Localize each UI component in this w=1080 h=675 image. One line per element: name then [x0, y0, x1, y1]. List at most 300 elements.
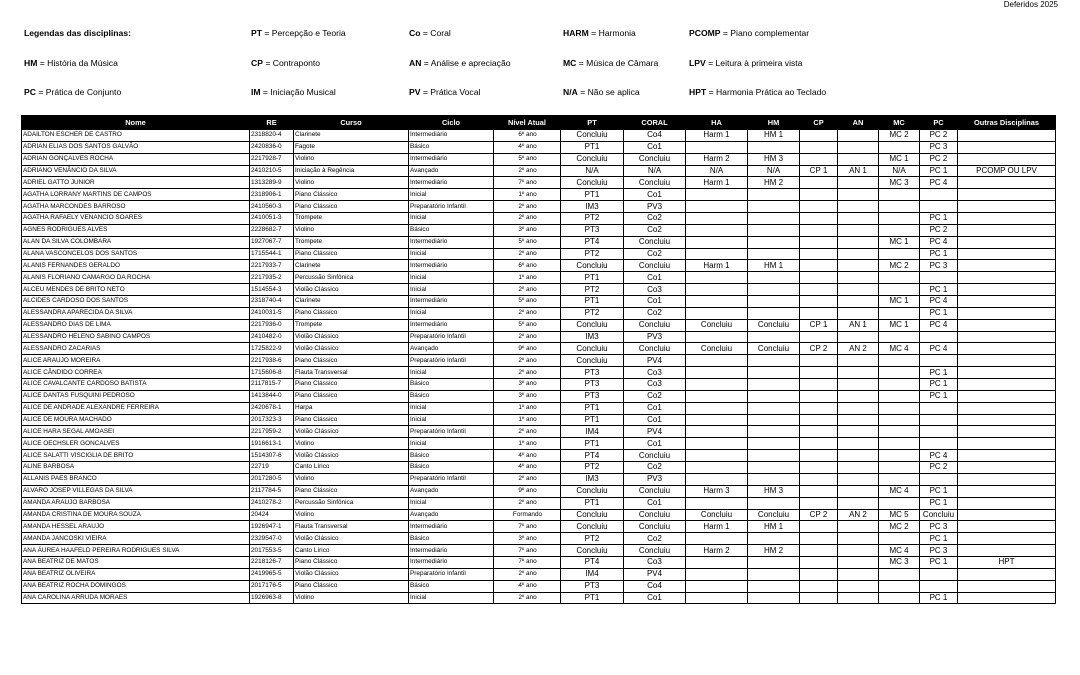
- table-cell: [800, 355, 838, 367]
- table-cell: Concluiu: [624, 485, 686, 497]
- table-cell: [748, 367, 800, 379]
- legend-item: [563, 87, 640, 97]
- table-cell: Formando: [494, 509, 561, 521]
- table-cell: 5º ano: [494, 296, 561, 308]
- table-cell: [920, 473, 958, 485]
- table-cell: PT2: [561, 213, 624, 225]
- table-cell: Violino: [294, 224, 409, 236]
- table-cell: [920, 580, 958, 592]
- table-cell: Harm 1: [686, 130, 748, 142]
- table-cell: MC 3: [879, 556, 920, 568]
- column-header: MC: [879, 116, 920, 130]
- table-cell: MC 4: [879, 485, 920, 497]
- table-cell: Violino: [294, 153, 409, 165]
- table-cell: 2217933-7: [250, 260, 294, 272]
- table-cell: CP 2: [800, 343, 838, 355]
- table-cell: [879, 189, 920, 201]
- table-cell: [958, 521, 1056, 533]
- legend-item: [689, 28, 809, 38]
- table-cell: [800, 580, 838, 592]
- table-cell: Violão Clássico: [294, 426, 409, 438]
- table-cell: [838, 426, 879, 438]
- table-cell: PC 1: [920, 213, 958, 225]
- table-cell: PC 4: [920, 177, 958, 189]
- table-cell: [958, 248, 1056, 260]
- table-cell: PC 1: [920, 367, 958, 379]
- table-cell: [748, 307, 800, 319]
- table-cell: [879, 402, 920, 414]
- table-cell: [879, 580, 920, 592]
- table-cell: [686, 224, 748, 236]
- column-header: Ciclo: [409, 116, 494, 130]
- table-cell: 2410051-3: [250, 213, 294, 225]
- table-cell: PV3: [624, 473, 686, 485]
- table-cell: N/A: [624, 165, 686, 177]
- table-cell: [748, 189, 800, 201]
- legend-key: PCOMP: [689, 28, 721, 38]
- column-header: AN: [838, 116, 879, 130]
- table-cell: IM3: [561, 473, 624, 485]
- table-cell: Harm 2: [686, 545, 748, 557]
- column-header: Outras Disciplinas: [958, 116, 1056, 130]
- table-cell: PC 1: [920, 390, 958, 402]
- table-cell: [838, 201, 879, 213]
- table-cell: Violino: [294, 592, 409, 604]
- table-cell: [838, 497, 879, 509]
- table-cell: Intermediário: [409, 296, 494, 308]
- table-row: [22, 213, 1056, 225]
- table-cell: [958, 367, 1056, 379]
- legend-key: HM: [24, 57, 38, 68]
- table-cell: 5º ano: [494, 153, 561, 165]
- table-cell: Trompete: [294, 236, 409, 248]
- table-cell: PT3: [561, 390, 624, 402]
- table-cell: CP 2: [800, 509, 838, 521]
- table-cell: AMANDA CRISTINA DE MOURA SOUZA: [22, 509, 250, 521]
- table-cell: 22719: [250, 462, 294, 474]
- table-cell: PT2: [561, 533, 624, 545]
- table-row: [22, 592, 1056, 604]
- table-cell: [838, 224, 879, 236]
- table-cell: [800, 224, 838, 236]
- column-header: CP: [800, 116, 838, 130]
- table-cell: Co1: [624, 592, 686, 604]
- table-cell: 4º ano: [494, 141, 561, 153]
- table-cell: ANA CAROLINA ARRUDA MORAES: [22, 592, 250, 604]
- table-cell: [838, 367, 879, 379]
- table-cell: 2420836-0: [250, 141, 294, 153]
- table-cell: [920, 438, 958, 450]
- table-cell: 1715606-8: [250, 367, 294, 379]
- legend-value: = História da Música: [37, 57, 118, 68]
- table-cell: Piano Clássico: [294, 201, 409, 213]
- table-cell: 2º ano: [494, 473, 561, 485]
- table-cell: Concluiu: [686, 319, 748, 331]
- table-cell: Violão Clássico: [294, 450, 409, 462]
- table-cell: [748, 390, 800, 402]
- table-row: [22, 224, 1056, 236]
- table-cell: [748, 533, 800, 545]
- table-cell: Harpa: [294, 402, 409, 414]
- table-row: [22, 509, 1056, 521]
- table-cell: 2217959-2: [250, 426, 294, 438]
- table-cell: [838, 485, 879, 497]
- table-cell: PT1: [561, 438, 624, 450]
- table-cell: Violino: [294, 473, 409, 485]
- table-cell: 7º ano: [494, 521, 561, 533]
- table-cell: PC 1: [920, 307, 958, 319]
- table-cell: [920, 331, 958, 343]
- table-cell: [800, 307, 838, 319]
- table-cell: Concluiu: [624, 236, 686, 248]
- table-cell: [958, 189, 1056, 201]
- table-cell: [686, 568, 748, 580]
- table-cell: [686, 272, 748, 284]
- table-cell: [958, 497, 1056, 509]
- table-cell: PT2: [561, 284, 624, 296]
- table-cell: 2410210-5: [250, 165, 294, 177]
- table-cell: [748, 426, 800, 438]
- table-cell: Avançado: [409, 509, 494, 521]
- column-header: HA: [686, 116, 748, 130]
- table-cell: 2º ano: [494, 201, 561, 213]
- table-cell: Percussão Sinfônica: [294, 497, 409, 509]
- table-cell: Violão Clássico: [294, 343, 409, 355]
- table-cell: 2º ano: [494, 497, 561, 509]
- table-cell: [686, 497, 748, 509]
- table-cell: [958, 473, 1056, 485]
- table-cell: ALVARO JOSEP VILLEGAS DA SILVA: [22, 485, 250, 497]
- table-cell: [838, 450, 879, 462]
- table-cell: [800, 556, 838, 568]
- table-cell: 2º ano: [494, 307, 561, 319]
- table-cell: [958, 272, 1056, 284]
- table-cell: Intermediário: [409, 236, 494, 248]
- table-cell: [879, 367, 920, 379]
- table-cell: [920, 426, 958, 438]
- table-row: [22, 438, 1056, 450]
- legend-value: = Piano complementar: [720, 28, 810, 38]
- table-cell: [958, 260, 1056, 272]
- table-cell: [838, 568, 879, 580]
- table-cell: [748, 284, 800, 296]
- table-cell: [686, 213, 748, 225]
- table-cell: 3º ano: [494, 379, 561, 391]
- table-cell: [879, 438, 920, 450]
- column-header: PC: [920, 116, 958, 130]
- table-cell: Inicial: [409, 438, 494, 450]
- table-cell: [800, 462, 838, 474]
- table-cell: AGATHA MARCONDES BARROSO: [22, 201, 250, 213]
- table-cell: ANA BEATRIZ DE MATOS: [22, 556, 250, 568]
- table-cell: 2420678-1: [250, 402, 294, 414]
- table-cell: ALCEU MENDES DE BRITO NETO: [22, 284, 250, 296]
- table-cell: Básico: [409, 462, 494, 474]
- table-cell: [879, 284, 920, 296]
- table-cell: Percussão Sinfônica: [294, 272, 409, 284]
- table-cell: 1º ano: [494, 414, 561, 426]
- legend-key: IM: [251, 87, 261, 97]
- table-cell: PC 4: [920, 319, 958, 331]
- table-cell: [838, 438, 879, 450]
- table-cell: [800, 331, 838, 343]
- table-cell: 7º ano: [494, 545, 561, 557]
- table-cell: Intermediário: [409, 153, 494, 165]
- table-cell: [686, 296, 748, 308]
- table-cell: 6º ano: [494, 260, 561, 272]
- table-cell: ADRIAN GONÇALVES ROCHA: [22, 153, 250, 165]
- table-cell: Co4: [624, 130, 686, 142]
- table-cell: [800, 568, 838, 580]
- legend-value: = Contraponto: [262, 57, 321, 68]
- table-cell: Inicial: [409, 402, 494, 414]
- table-cell: Concluiu: [748, 343, 800, 355]
- table-cell: MC 5: [879, 509, 920, 521]
- table-cell: 3º ano: [494, 533, 561, 545]
- table-cell: 1926947-1: [250, 521, 294, 533]
- legend-value: = Não se aplica: [577, 87, 640, 97]
- table-cell: IM3: [561, 201, 624, 213]
- table-cell: ALESSANDRA APARECIDA DA SILVA: [22, 307, 250, 319]
- table-cell: [748, 438, 800, 450]
- table-cell: [686, 402, 748, 414]
- table-cell: ALICE ARAUJO MOREIRA: [22, 355, 250, 367]
- table-cell: [838, 153, 879, 165]
- table-cell: 2217928-7: [250, 153, 294, 165]
- table-cell: 2217935-2: [250, 272, 294, 284]
- table-cell: Harm 1: [686, 521, 748, 533]
- table-cell: Trompete: [294, 213, 409, 225]
- table-cell: [838, 592, 879, 604]
- legend-value: = Harmonia Prática ao Teclado: [706, 87, 827, 97]
- table-cell: 1715544-1: [250, 248, 294, 260]
- table-cell: Concluiu: [624, 545, 686, 557]
- table-cell: PV4: [624, 355, 686, 367]
- column-header: CORAL: [624, 116, 686, 130]
- table-cell: AMANDA JANCOSKI VIEIRA: [22, 533, 250, 545]
- table-row: [22, 331, 1056, 343]
- table-cell: Concluiu: [748, 509, 800, 521]
- table-cell: ANA BEATRIZ OLIVEIRA: [22, 568, 250, 580]
- table-cell: N/A: [561, 165, 624, 177]
- table-cell: 2218126-7: [250, 556, 294, 568]
- table-cell: Harm 1: [686, 177, 748, 189]
- table-cell: PT2: [561, 307, 624, 319]
- table-cell: ALANA VASCONCELOS DOS SANTOS: [22, 248, 250, 260]
- table-cell: [958, 462, 1056, 474]
- table-cell: PT3: [561, 580, 624, 592]
- table-cell: 2410560-3: [250, 201, 294, 213]
- table-cell: Violão Clássico: [294, 284, 409, 296]
- table-cell: [686, 580, 748, 592]
- table-cell: Inicial: [409, 272, 494, 284]
- legend-value: = Prática Vocal: [420, 87, 481, 97]
- table-cell: PT4: [561, 450, 624, 462]
- table-cell: Concluiu: [561, 177, 624, 189]
- table-cell: 2017280-5: [250, 473, 294, 485]
- table-cell: Intermediário: [409, 260, 494, 272]
- table-cell: PC 3: [920, 521, 958, 533]
- table-cell: 2017176-5: [250, 580, 294, 592]
- table-cell: [958, 153, 1056, 165]
- table-cell: PT1: [561, 189, 624, 201]
- table-cell: [879, 248, 920, 260]
- table-cell: ALANIS FLORIANO CAMARGO DA ROCHA: [22, 272, 250, 284]
- table-cell: PT1: [561, 497, 624, 509]
- table-cell: Piano Clássico: [294, 248, 409, 260]
- table-cell: [800, 272, 838, 284]
- table-cell: Intermediário: [409, 177, 494, 189]
- table-cell: [748, 450, 800, 462]
- table-cell: HM 1: [748, 521, 800, 533]
- table-cell: PT1: [561, 141, 624, 153]
- legend-item: [409, 28, 451, 38]
- table-cell: ADRIAN ELIAS DOS SANTOS GALVÃO: [22, 141, 250, 153]
- table-cell: Fagote: [294, 141, 409, 153]
- table-row: [22, 367, 1056, 379]
- table-cell: [686, 201, 748, 213]
- table-cell: ADAILTON ESCHER DE CASTRO: [22, 130, 250, 142]
- table-cell: MC 1: [879, 153, 920, 165]
- table-cell: 3º ano: [494, 390, 561, 402]
- table-cell: ANA BEATRIZ ROCHA DOMINGOS: [22, 580, 250, 592]
- table-cell: [800, 296, 838, 308]
- legend-key: PC: [24, 87, 36, 97]
- table-cell: Violino: [294, 509, 409, 521]
- table-row: [22, 485, 1056, 497]
- legend-item: [24, 58, 118, 68]
- table-cell: [800, 248, 838, 260]
- table-cell: [879, 141, 920, 153]
- table-cell: 2º ano: [494, 426, 561, 438]
- table-cell: [879, 331, 920, 343]
- table-cell: Básico: [409, 224, 494, 236]
- table-cell: [686, 533, 748, 545]
- table-cell: PC 2: [920, 153, 958, 165]
- legend-value: = Percepção e Teoria: [261, 28, 346, 38]
- table-cell: [748, 201, 800, 213]
- table-cell: Inicial: [409, 248, 494, 260]
- table-row: [22, 284, 1056, 296]
- table-cell: [800, 450, 838, 462]
- table-cell: Co3: [624, 379, 686, 391]
- table-cell: 4º ano: [494, 580, 561, 592]
- legend: [24, 28, 1064, 117]
- table-row: [22, 402, 1056, 414]
- table-cell: [920, 402, 958, 414]
- table-cell: PC 4: [920, 450, 958, 462]
- table-cell: [686, 592, 748, 604]
- table-cell: 2228682-7: [250, 224, 294, 236]
- table-cell: [879, 414, 920, 426]
- table-cell: [838, 130, 879, 142]
- table-cell: HM 3: [748, 485, 800, 497]
- table-row: [22, 248, 1056, 260]
- table-cell: [748, 213, 800, 225]
- table-cell: [838, 390, 879, 402]
- table-cell: Concluiu: [561, 355, 624, 367]
- table-cell: Concluiu: [561, 343, 624, 355]
- table-cell: Clarinete: [294, 130, 409, 142]
- table-cell: [838, 177, 879, 189]
- table-cell: [958, 213, 1056, 225]
- table-cell: [958, 580, 1056, 592]
- table-row: [22, 201, 1056, 213]
- table-cell: Co2: [624, 307, 686, 319]
- table-cell: ALESSANDRO DIAS DE LIMA: [22, 319, 250, 331]
- table-cell: Concluiu: [561, 485, 624, 497]
- table-cell: 2318740-4: [250, 296, 294, 308]
- table-cell: PC 1: [920, 379, 958, 391]
- table-cell: 5º ano: [494, 319, 561, 331]
- table-cell: [800, 533, 838, 545]
- table-cell: [748, 141, 800, 153]
- table-cell: [748, 331, 800, 343]
- table-cell: 4º ano: [494, 450, 561, 462]
- table-row: [22, 355, 1056, 367]
- legend-row: [24, 28, 1064, 58]
- table-cell: [958, 307, 1056, 319]
- table-cell: [879, 497, 920, 509]
- table-cell: [958, 130, 1056, 142]
- table-cell: Co1: [624, 141, 686, 153]
- table-cell: MC 3: [879, 177, 920, 189]
- table-cell: [838, 533, 879, 545]
- table-cell: PT1: [561, 402, 624, 414]
- table-cell: HM 1: [748, 260, 800, 272]
- column-header: RE: [250, 116, 294, 130]
- legend-value: = Iniciação Musical: [260, 87, 336, 97]
- table-cell: Concluiu: [624, 319, 686, 331]
- table-cell: 2318820-4: [250, 130, 294, 142]
- table-cell: PC 2: [920, 130, 958, 142]
- table-cell: PC 1: [920, 284, 958, 296]
- table-row: [22, 272, 1056, 284]
- table-cell: [838, 462, 879, 474]
- table-cell: PC 2: [920, 462, 958, 474]
- table-cell: Concluiu: [686, 509, 748, 521]
- table-cell: PV3: [624, 201, 686, 213]
- table-cell: 1514554-3: [250, 284, 294, 296]
- table-cell: Avançado: [409, 165, 494, 177]
- column-header: Curso: [294, 116, 409, 130]
- table-cell: [958, 485, 1056, 497]
- legend-key: MC: [563, 57, 577, 68]
- table-row: [22, 580, 1056, 592]
- table-cell: PT4: [561, 236, 624, 248]
- legend-title: Legendas das disciplinas:: [24, 28, 131, 38]
- table-cell: Co2: [624, 213, 686, 225]
- table-cell: Preparatório Infantil: [409, 201, 494, 213]
- table-cell: [800, 390, 838, 402]
- column-header: Nome: [22, 116, 250, 130]
- table-cell: [800, 189, 838, 201]
- table-cell: Piano Clássico: [294, 580, 409, 592]
- table-cell: [800, 236, 838, 248]
- table-cell: Concluiu: [624, 153, 686, 165]
- legend-item: [409, 87, 480, 97]
- table-cell: [958, 438, 1056, 450]
- table-cell: [686, 414, 748, 426]
- table-cell: HM 3: [748, 153, 800, 165]
- table-cell: PT2: [561, 462, 624, 474]
- table-cell: [748, 355, 800, 367]
- table-cell: Co2: [624, 462, 686, 474]
- table-cell: Piano Clássico: [294, 355, 409, 367]
- table-cell: [838, 213, 879, 225]
- table-cell: ALESSANDRO ZACARIAS: [22, 343, 250, 355]
- legend-item: [251, 58, 320, 68]
